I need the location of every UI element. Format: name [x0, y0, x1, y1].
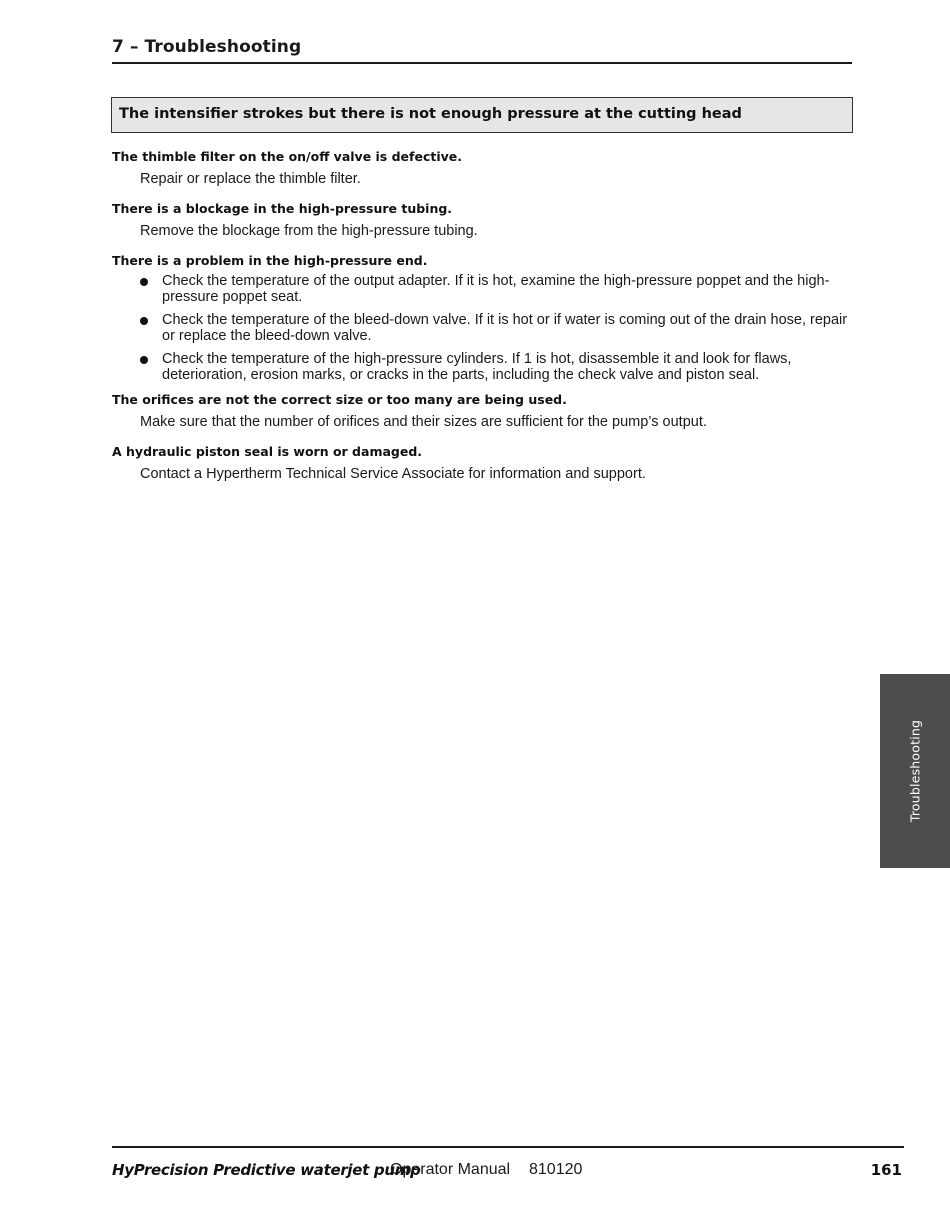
side-tab-label: Troubleshooting	[907, 719, 923, 823]
troubleshooting-item	[112, 200, 852, 240]
bullet-item	[112, 313, 852, 344]
page-header	[112, 36, 852, 64]
cause-text: The thimble filter on the on/off valve is defective.	[112, 149, 462, 164]
bullet-icon	[140, 356, 148, 364]
remedy-text: Contact a Hypertherm Technical Service Associate for information and support.	[140, 466, 646, 482]
chapter-title: Troubleshooting	[144, 37, 302, 57]
troubleshooting-content	[112, 148, 852, 495]
troubleshooting-item	[112, 443, 852, 483]
remedy-text: Repair or replace the thimble filter.	[140, 171, 361, 187]
footer-document-type: Operator Manual	[390, 1161, 511, 1178]
side-tab-troubleshooting[interactable]	[880, 674, 950, 868]
footer-product-name: HyPrecision Predictive waterjet pump	[112, 1161, 421, 1179]
page-number: 161	[870, 1161, 902, 1179]
bullet-item	[112, 352, 852, 383]
cause-text: There is a blockage in the high-pressure tubing.	[112, 201, 453, 216]
bullet-list	[112, 274, 852, 383]
bullet-text: Check the temperature of the output adapter. If it is hot, examine the high-pressure poppet and the high-pressure poppet seat.	[162, 273, 830, 305]
chapter-separator: –	[129, 37, 139, 57]
troubleshooting-item	[112, 252, 852, 383]
bullet-icon	[140, 317, 148, 325]
cause-text: A hydraulic piston seal is worn or damaged.	[112, 444, 423, 459]
bullet-text: Check the temperature of the high-pressure cylinders. If 1 is hot, disassemble it and look for flaws, deterioration, erosion marks, or cracks in the parts, including the check valve and piston seal.	[162, 351, 792, 383]
cause-text: There is a problem in the high-pressure end.	[112, 253, 428, 268]
troubleshooting-item	[112, 148, 852, 188]
section-title-box	[111, 97, 853, 133]
section-title: The intensifier strokes but there is not enough pressure at the cutting head	[119, 106, 742, 122]
page-footer	[112, 1146, 904, 1188]
cause-text: The orifices are not the correct size or too many are being used.	[112, 392, 567, 407]
remedy-text: Remove the blockage from the high-pressure tubing.	[140, 223, 478, 239]
bullet-icon	[140, 278, 148, 286]
bullet-item	[112, 274, 852, 305]
chapter-number: 7	[112, 37, 124, 57]
footer-document-number: 810120	[529, 1161, 583, 1178]
remedy-text: Make sure that the number of orifices and their sizes are sufficient for the pump’s output.	[140, 414, 707, 430]
chapter-heading	[112, 36, 852, 58]
troubleshooting-item	[112, 391, 852, 431]
bullet-text: Check the temperature of the bleed-down valve. If it is hot or if water is coming out of the drain hose, repair or replace the bleed-down valve.	[162, 312, 848, 344]
